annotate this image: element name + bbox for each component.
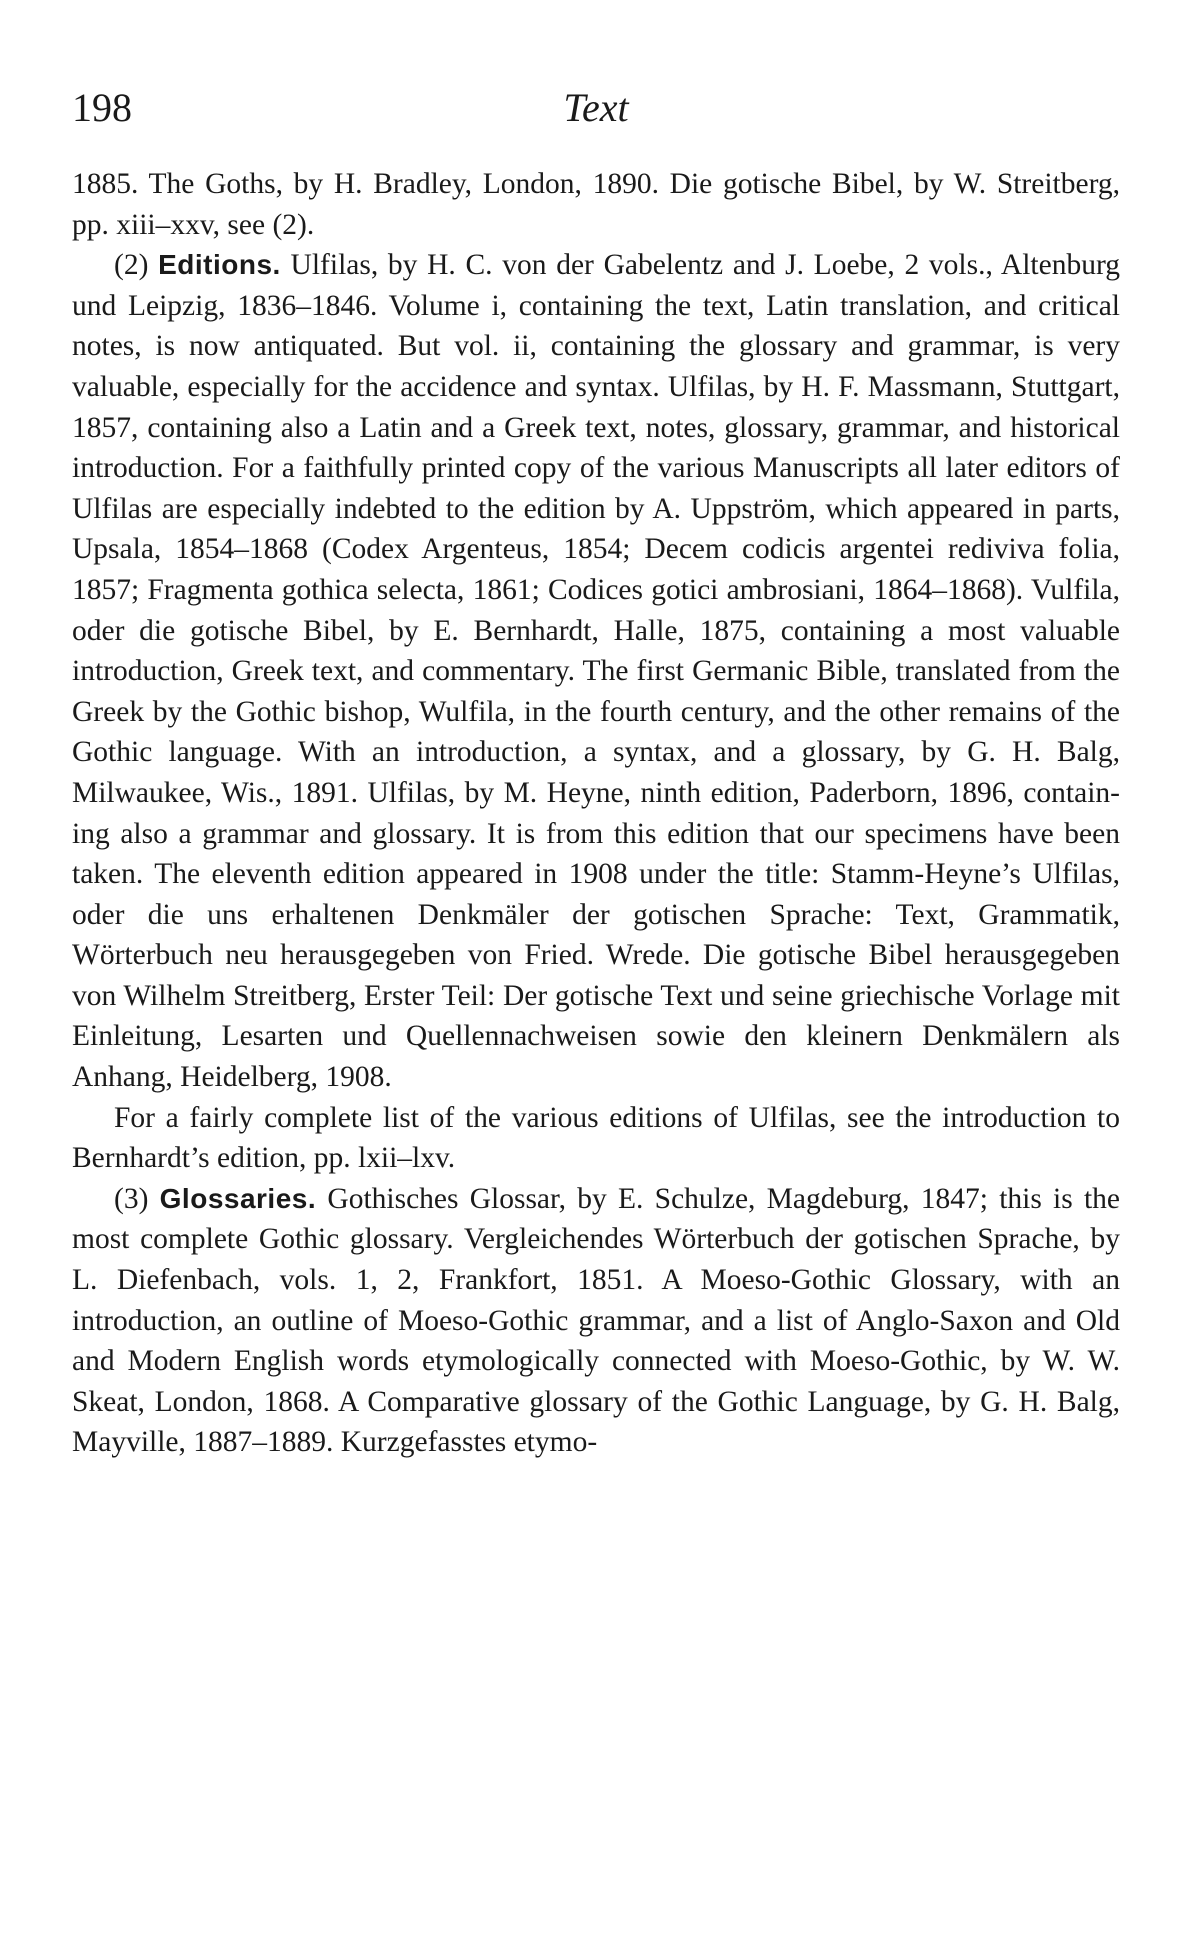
page-number: 198 (72, 85, 132, 130)
running-head (72, 84, 1120, 140)
running-title: Text (563, 85, 629, 130)
section-heading-glossaries: Glossaries. (159, 1182, 317, 1214)
paragraph-glossaries (72, 1179, 1120, 1463)
book-page (72, 84, 1120, 1463)
section-number: (3) (114, 1182, 149, 1215)
paragraph-text: Ulfilas, by H. C. von der Gabelentz and J. Loebe, 2 vols., Altenburg und Leipzig, 1836–1846. Volume i, containing the text, Latin translation, and critical notes, is now antiquated. But vol. ii, containing the glossary and grammar, is very valuable, especially for the accidence and syntax. Ulfilas, by H. F. Massmann, Stuttgart, 1857, containing also a Latin and a Greek text, notes, glossary, grammar, and historical introduction. For a faithfully printed copy of the various Manuscripts all later editors of Ulfilas are especially indebted to the edition by A. Uppström, which appeared in parts, Upsala, 1854–1868 (Codex Argenteus, 1854; Decem codicis argentei rediviva folia, 1857; Fragmenta gothica selecta, 1861; Codices gotici ambrosiani, 1864–1868). Vulfila, oder die gotische Bibel, by E. Bernhardt, Halle, 1875, containing a most valuable introduction, Greek text, and commentary. The first Germanic Bible, translated from the Greek by the Gothic bishop, Wulfila, in the fourth century, and the other remains of the Gothic language. With an introduction, a syntax, and a glossary, by G. H. Balg, Milwaukee, Wis., 1891. Ulfilas, by M. Heyne, ninth edition, Paderborn, 1896, containing also a grammar and glossary. It is from this edition that our specimens have been taken. The eleventh edition appeared in 1908 under the title: Stamm-Heyne’s Ulfilas, oder die uns erhaltenen Denkmäler der gotischen Sprache: Text, Grammatik, Wörterbuch neu herausgegeben von Fried. Wrede. Die gotische Bibel herausgegeben von Wilhelm Streitberg, Erster Teil: Der gotische Text und seine griechische Vorlage mit Einleitung, Lesarten und Quellennachweisen sowie den kleinern Denkmälern als Anhang, Heidelberg, 1908. (72, 249, 1120, 1094)
paragraph-editions-list (72, 1098, 1120, 1179)
paragraph-editions (72, 245, 1120, 1097)
paragraph-text: For a fairly complete list of the various editions of Ulfilas, see the introduction to Bernhardt’s edition, pp. lxii–lxv. (72, 1101, 1120, 1175)
paragraph-text: 1885. The Goths, by H. Bradley, London, 1890. Die gotische Bibel, by W. Streitberg, pp. xiii–xxv, see (2). (72, 168, 1120, 241)
paragraph-goths (72, 164, 1120, 245)
body-text (72, 164, 1120, 1463)
section-number: (2) (114, 249, 149, 282)
paragraph-text: Gothisches Glossar, by E. Schulze, Magdeburg, 1847; this is the most complete Gothic glossary. Vergleichendes Wörterbuch der gotischen Sprache, by L. Diefenbach, vols. 1, 2, Frankfort, 1851. A Moeso-Gothic Glossary, with an introduction, an outline of Moeso-Gothic grammar, and a list of Anglo-Saxon and Old and Modern English words etymologically connected with Moeso-Gothic, by W. W. Skeat, London, 1868. A Comparative glossary of the Gothic Language, by G. H. Balg, Mayville, 1887–1889. Kurzgefasstes etymo- (72, 1182, 1121, 1459)
section-heading-editions: Editions. (158, 249, 281, 281)
